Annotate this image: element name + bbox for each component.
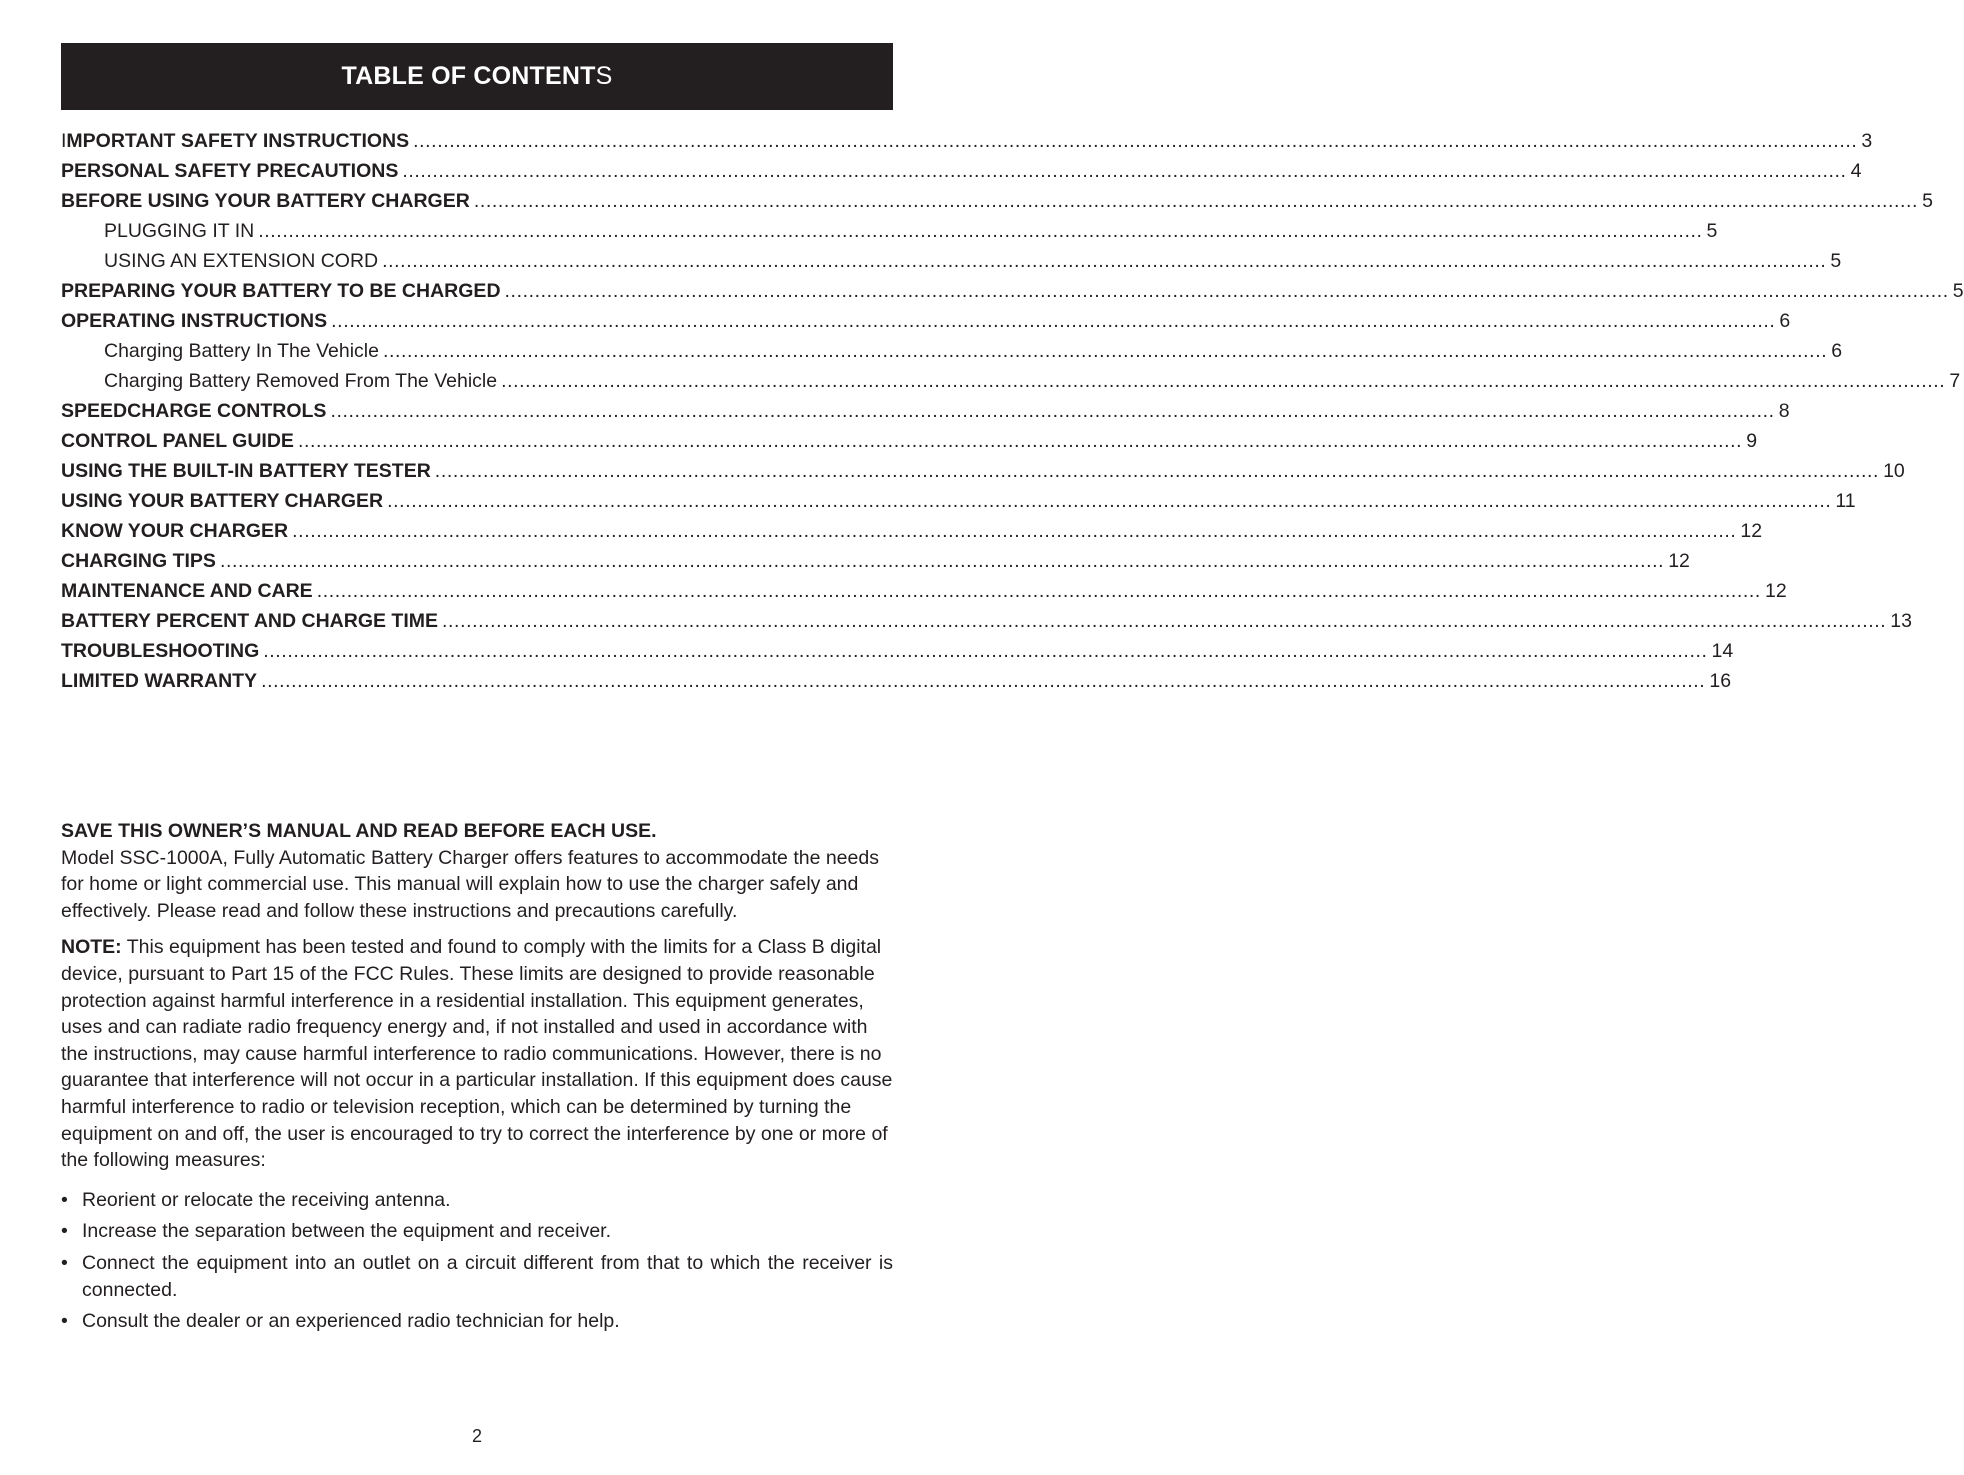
- toc-leader-dots: ................................................................................................................................................................................................................................................: [504, 280, 1949, 302]
- toc-entry-label: MAINTENANCE AND CARE: [61, 580, 313, 602]
- toc-entry-page: 6: [1779, 310, 1791, 332]
- toc-subentry[interactable]: [61, 366, 1961, 396]
- toc-entry-label: KNOW YOUR CHARGER: [61, 520, 289, 542]
- manual-body: [61, 818, 893, 1340]
- toc-entry-page: 11: [1835, 490, 1856, 512]
- toc-leader-dots: ................................................................................................................................................................................................................................................: [382, 250, 1827, 272]
- list-item-text: Increase the separation between the equipment and receiver.: [82, 1220, 612, 1243]
- note-text: This equipment has been tested and found to comply with the limits for a Class B digital device, pursuant to Part 15 of the FCC Rules. These limits are designed to provide reasonable protection against harmful interference in a residential installation. This equipment generates, uses and can radiate radio frequency energy and, if not installed and used in accordance with the instructions, may cause harmful interference to radio communications. However, there is no guarantee that interference will not occur in a particular installation. If this equipment does cause harmful interference to radio or television reception, which can be determined by turning the equipment on and off, the user is encouraged to try to correct the interference by one or more of the following measures:: [61, 936, 893, 1172]
- toc-entry-page: 5: [1830, 250, 1842, 272]
- toc-entry-label: PERSONAL SAFETY PRECAUTIONS: [61, 160, 399, 182]
- toc-leader-dots: ................................................................................................................................................................................................................................................: [434, 460, 1880, 482]
- toc-entry-page: 12: [1740, 520, 1763, 542]
- toc-entry-page: 5: [1922, 190, 1933, 212]
- toc-entry-label: PLUGGING IT IN: [104, 220, 255, 242]
- toc-entry-label: USING THE BUILT-IN BATTERY TESTER: [61, 460, 431, 482]
- fcc-note-paragraph: [61, 934, 893, 1173]
- toc-entry-label: [61, 126, 413, 156]
- bullet-icon: •: [61, 1251, 68, 1274]
- list-item-text: Consult the dealer or an experienced radio technician for help.: [82, 1310, 620, 1333]
- toc-entry-page: 10: [1883, 460, 1905, 482]
- toc-leader-dots: ................................................................................................................................................................................................................................................: [316, 580, 1761, 602]
- toc-entry-label: BATTERY PERCENT AND CHARGE TIME: [61, 610, 439, 632]
- toc-entry-page: 5: [1706, 220, 1718, 242]
- toc-entry-label: SPEEDCHARGE CONTROLS: [61, 400, 327, 422]
- toc-entry-page: 12: [1764, 580, 1787, 602]
- toc-entry[interactable]: [61, 486, 1856, 516]
- bullet-icon: •: [61, 1310, 68, 1333]
- page-number: 2: [471, 1426, 482, 1446]
- toc-entry-label: CONTROL PANEL GUIDE: [61, 430, 294, 452]
- toc-subentry[interactable]: [61, 336, 1843, 366]
- list-item: [61, 1308, 893, 1335]
- toc-leader-dots: ................................................................................................................................................................................................................................................: [413, 130, 1858, 152]
- toc-leader-dots: ................................................................................................................................................................................................................................................: [258, 220, 1703, 242]
- page-title-main: TABLE OF CONTENT: [341, 62, 596, 90]
- toc-entry-page: 16: [1709, 670, 1732, 692]
- note-label: NOTE:: [61, 936, 122, 959]
- toc-leader-dots: ................................................................................................................................................................................................................................................: [219, 550, 1665, 572]
- toc-subentry[interactable]: [61, 246, 1842, 276]
- list-item-text: Connect the equipment into an outlet on a circuit different from that to which the receiver is connected.: [82, 1251, 893, 1301]
- toc-entry-label: LIMITED WARRANTY: [61, 670, 258, 692]
- toc-entry-page: 14: [1711, 640, 1734, 662]
- toc-entry[interactable]: [61, 666, 1732, 696]
- toc-leader-dots: ................................................................................................................................................................................................................................................: [473, 190, 1919, 212]
- toc-entry[interactable]: [61, 306, 1791, 336]
- list-item: [61, 1250, 893, 1303]
- toc-entry-page: 8: [1778, 400, 1790, 422]
- toc-leader-dots: ................................................................................................................................................................................................................................................: [387, 490, 1832, 512]
- toc-entry-label: BEFORE USING YOUR BATTERY CHARGER: [61, 190, 470, 212]
- toc-entry-label: USING YOUR BATTERY CHARGER: [61, 490, 384, 512]
- toc-entry-page: 12: [1668, 550, 1690, 572]
- toc-entry[interactable]: [61, 396, 1790, 426]
- toc-entry[interactable]: [61, 546, 1690, 576]
- bullet-icon: •: [61, 1220, 68, 1243]
- interference-measures-list: [61, 1187, 893, 1335]
- toc-leader-dots: ................................................................................................................................................................................................................................................: [501, 370, 1946, 392]
- toc-entry-label: TROUBLESHOOTING: [61, 640, 260, 662]
- toc-entry-label: CHARGING TIPS: [61, 550, 216, 572]
- list-item: [61, 1187, 893, 1214]
- toc-leader-dots: ................................................................................................................................................................................................................................................: [292, 520, 1737, 542]
- toc-leader-dots: ................................................................................................................................................................................................................................................: [261, 670, 1706, 692]
- list-item: [61, 1218, 893, 1245]
- toc-entry-page: 5: [1952, 280, 1964, 302]
- toc-entry[interactable]: [61, 516, 1763, 546]
- toc-leader-dots: ................................................................................................................................................................................................................................................: [297, 430, 1743, 452]
- toc-entry[interactable]: [61, 126, 1873, 156]
- toc-entry-label: PREPARING YOUR BATTERY TO BE CHARGED: [61, 280, 501, 302]
- toc-leader-dots: ................................................................................................................................................................................................................................................: [402, 160, 1847, 182]
- toc-entry-page: 4: [1850, 160, 1862, 182]
- toc-entry-label-rest: MPORTANT SAFETY INSTRUCTIONS: [66, 130, 410, 152]
- toc-entry-label: USING AN EXTENSION CORD: [104, 250, 379, 272]
- toc-entry-label-lead: I: [61, 130, 67, 152]
- intro-paragraph: Model SSC-1000A, Fully Automatic Battery Charger offers features to accommodate the needs for home or light commercial use. This manual will explain how to use the charger safely and effectively. Please read and follow these instructions and precautions carefully.: [61, 846, 879, 922]
- toc-entry[interactable]: [61, 426, 1758, 456]
- toc-leader-dots: ................................................................................................................................................................................................................................................: [263, 640, 1708, 662]
- toc-entry-page: 9: [1746, 430, 1758, 452]
- toc-entry[interactable]: [61, 636, 1734, 666]
- toc-leader-dots: ................................................................................................................................................................................................................................................: [330, 400, 1775, 422]
- toc-leader-dots: ................................................................................................................................................................................................................................................: [331, 310, 1776, 332]
- toc-entry-page: 7: [1949, 370, 1961, 392]
- toc-entry[interactable]: [61, 186, 1933, 216]
- toc-entry-label: Charging Battery In The Vehicle: [104, 340, 379, 362]
- toc-entry[interactable]: [61, 276, 1964, 306]
- bullet-icon: •: [61, 1188, 68, 1211]
- toc-entry[interactable]: [61, 156, 1862, 186]
- page-title: [342, 62, 613, 91]
- page-title-tail: S: [595, 62, 613, 90]
- toc-entry[interactable]: [61, 456, 1905, 486]
- toc-entry-page: 13: [1890, 610, 1912, 632]
- toc-entry[interactable]: [61, 576, 1787, 606]
- save-manual-heading: SAVE THIS OWNER’S MANUAL AND READ BEFORE EACH USE.: [61, 820, 657, 842]
- table-of-contents: [61, 126, 1964, 696]
- toc-entry-label: Charging Battery Removed From The Vehicle: [104, 370, 498, 392]
- list-item-text: Reorient or relocate the receiving antenna.: [82, 1188, 451, 1211]
- toc-leader-dots: ................................................................................................................................................................................................................................................: [382, 340, 1828, 362]
- toc-entry-label: OPERATING INSTRUCTIONS: [61, 310, 328, 332]
- toc-entry[interactable]: [61, 606, 1912, 636]
- toc-entry-page: 6: [1831, 340, 1843, 362]
- toc-entry-page: 3: [1861, 130, 1873, 152]
- toc-subentry[interactable]: [61, 216, 1718, 246]
- toc-title-banner: [61, 43, 893, 110]
- toc-leader-dots: ................................................................................................................................................................................................................................................: [442, 610, 1887, 632]
